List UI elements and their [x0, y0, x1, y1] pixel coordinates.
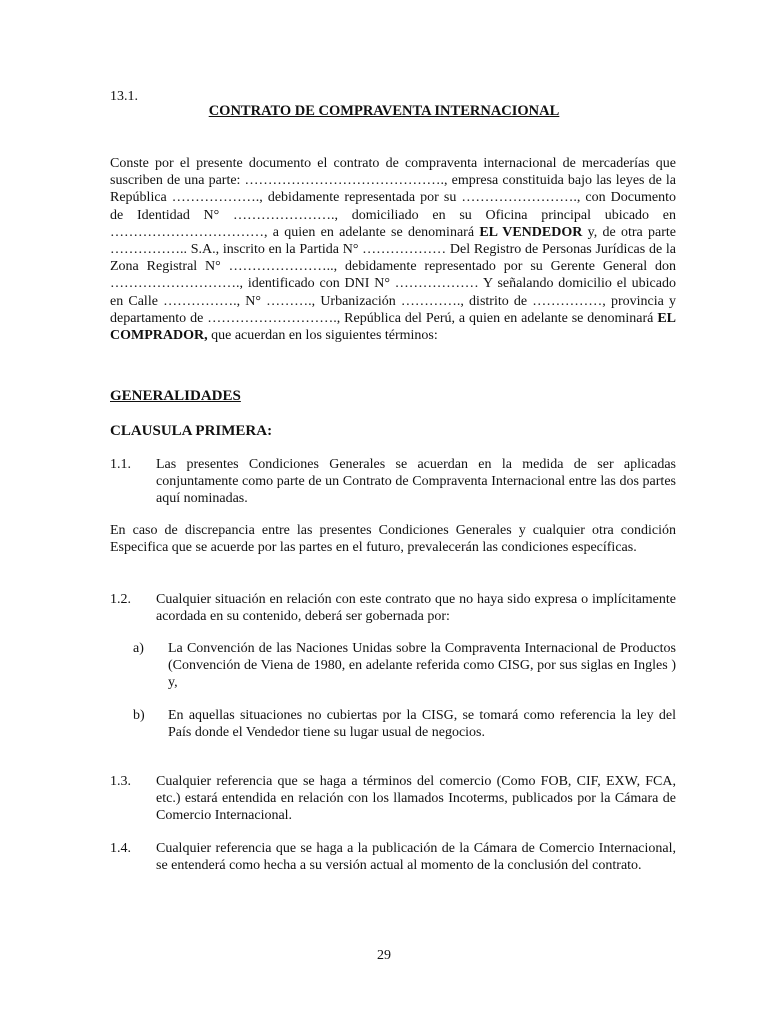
subitem-b-label: b)	[133, 708, 145, 723]
subitem-a-label: a)	[133, 641, 144, 656]
item-1-2-text: Cualquier situación en relación con este contrato que no haya sido expresa o implícitamente acordada en su contenido, deberá ser gobernada por:	[156, 592, 676, 625]
item-1-4-text: Cualquier referencia que se haga a la publicación de la Cámara de Comercio Internacional, se entenderá como hecha a su versión actual al momento de la conclusión del contrato.	[156, 841, 676, 874]
item-1-1-number: 1.1.	[110, 457, 131, 472]
section-number: 13.1.	[110, 89, 138, 104]
item-1-3-text: Cualquier referencia que se haga a términos del comercio (Como FOB, CIF, EXW, FCA, etc.) estará entendida en relación con los llamados Incoterms, publicados por la Cámara de Comercio Internacional.	[156, 774, 676, 824]
preamble-paragraph	[110, 155, 676, 344]
item-1-2-number: 1.2.	[110, 592, 131, 607]
document-title: CONTRATO DE COMPRAVENTA INTERNACIONAL	[208, 103, 560, 119]
page-number: 29	[377, 948, 391, 963]
discrepancy-paragraph: En caso de discrepancia entre las presentes Condiciones Generales y cualquier otra condición Especifica que se acuerde por las partes en el futuro, prevalecerán las condiciones específicas.	[110, 523, 676, 556]
item-1-3-number: 1.3.	[110, 774, 131, 789]
subitem-b-text: En aquellas situaciones no cubiertas por la CISG, se tomará como referencia la ley del País donde el Vendedor tiene su lugar usual de negocios.	[168, 708, 676, 741]
preamble-text-2: y, de otra parte …………….. S.A., inscrito en la Partida N° ……………… Del Registro de Personas Jurídicas de la Zona Registral N° ………………….., debidamente representado por su Gerente General don ………………………., identificado con DNI N° ……………… Y señalando domicilio el ubicado en Calle ……………., N° ………., Urbanización …………., distrito de ……………, provincia y departamento de ………………………., República del Perú, a quien en adelante se denominará	[110, 224, 676, 326]
buyer-term: EL COMPRADOR,	[110, 310, 676, 344]
clause-heading: CLAUSULA PRIMERA:	[110, 423, 273, 439]
preamble-text-3: que acuerdan en los siguientes términos:	[207, 328, 438, 344]
item-1-1-text: Las presentes Condiciones Generales se acuerdan en la medida de ser aplicadas conjuntamente como parte de un Contrato de Compraventa Internacional entre las dos partes aquí nominadas.	[156, 457, 676, 507]
item-1-4-number: 1.4.	[110, 841, 131, 856]
preamble-text-1: Conste por el presente documento el contrato de compraventa internacional de mercaderías que suscriben de una parte: ……………………………………., empresa constituida bajo las leyes de la República ………………., debidamente representada por su ……………………., con Documento de Identidad N° …………………., domiciliado en su Oficina principal ubicado en ……………………………, a quien en adelante se denominará	[110, 156, 676, 240]
section-heading: GENERALIDADES	[110, 388, 241, 404]
subitem-a-text: La Convención de las Naciones Unidas sobre la Compraventa Internacional de Productos (Convención de Viena de 1980, en adelante referida como CISG, por sus siglas en Ingles ) y,	[168, 641, 676, 691]
seller-term: EL VENDEDOR	[479, 224, 583, 240]
